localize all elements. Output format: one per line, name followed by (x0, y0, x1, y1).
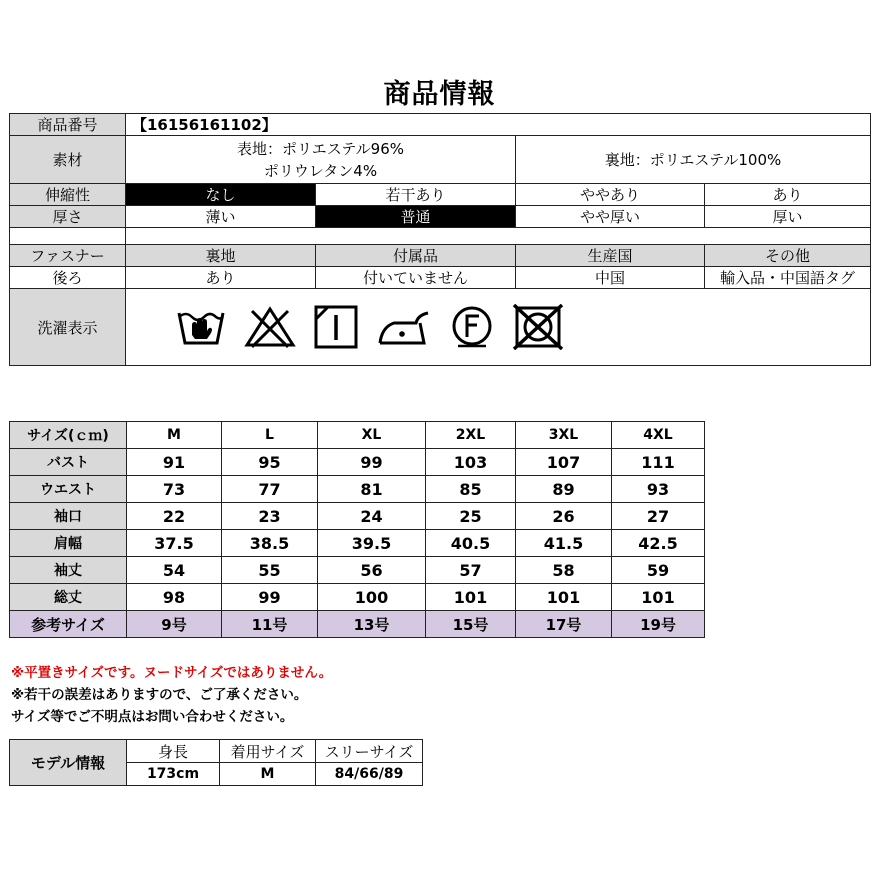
height-value: 173cm (127, 763, 220, 786)
product-no-value: 【16156161102】 (126, 114, 871, 136)
accessories-value: 付いていません (316, 267, 516, 289)
reference-size-cell: 11号 (222, 611, 318, 638)
row-label: 袖口 (10, 503, 127, 530)
wash-symbols (126, 289, 871, 366)
accessories-header: 付属品 (316, 245, 516, 267)
table-cell: 40.5 (426, 530, 516, 557)
table-cell: 42.5 (612, 530, 705, 557)
other-value: 輸入品・中国語タグ (705, 267, 871, 289)
row-label: ウエスト (10, 476, 127, 503)
table-cell: 58 (516, 557, 612, 584)
table-cell: 23 (222, 503, 318, 530)
fastener-value: 後ろ (10, 267, 126, 289)
origin-value: 中国 (516, 267, 705, 289)
note-contact: サイズ等でご不明点はお問い合わせください。 (11, 709, 294, 725)
table-row (10, 557, 705, 584)
lining-fabric: 裏地：ポリエステル100% (516, 136, 871, 184)
row-label: 総丈 (10, 584, 127, 611)
reference-size-cell: 17号 (516, 611, 612, 638)
measurements-value: 84/66/89 (316, 763, 423, 786)
fastener-label: ファスナー (10, 245, 126, 267)
table-cell: 101 (426, 584, 516, 611)
table-cell: 89 (516, 476, 612, 503)
empty-cell (10, 228, 126, 245)
table-cell: 56 (318, 557, 426, 584)
size-header-1: M (127, 422, 222, 449)
empty-cell (126, 228, 871, 245)
table-cell: 95 (222, 449, 318, 476)
table-row (10, 530, 705, 557)
table-cell: 59 (612, 557, 705, 584)
row-label: 袖丈 (10, 557, 127, 584)
product-info-table (9, 113, 871, 366)
table-cell: 55 (222, 557, 318, 584)
page-title: 商品情報 (383, 79, 496, 110)
worn-size-value: M (220, 763, 316, 786)
line-dry-icon (314, 305, 358, 349)
table-cell: 99 (318, 449, 426, 476)
table-cell: 81 (318, 476, 426, 503)
thickness-option-slightly-thick: やや厚い (516, 206, 705, 228)
table-cell: 91 (127, 449, 222, 476)
size-table (9, 421, 705, 638)
note-flat-measurement: ※平置きサイズです。ヌードサイズではありません。 (11, 665, 333, 681)
no-bleach-icon (244, 305, 296, 349)
stretch-option-slight: 若干あり (316, 184, 516, 206)
note-tolerance: ※若干の誤差はありますので、ご了承ください。 (11, 687, 308, 703)
thickness-option-thin: 薄い (126, 206, 316, 228)
model-info-table (9, 739, 423, 786)
reference-size-cell: 19号 (612, 611, 705, 638)
thickness-option-thick: 厚い (705, 206, 871, 228)
thickness-label: 厚さ (10, 206, 126, 228)
table-cell: 98 (127, 584, 222, 611)
notes (11, 662, 332, 728)
size-header-5: 3XL (516, 422, 612, 449)
stretch-option-none: なし (126, 184, 316, 206)
table-row (10, 449, 705, 476)
stretch-option-yes: あり (705, 184, 871, 206)
table-cell: 54 (127, 557, 222, 584)
row-label: 肩幅 (10, 530, 127, 557)
stretch-option-some: ややあり (516, 184, 705, 206)
table-cell: 85 (426, 476, 516, 503)
wash-label: 洗濯表示 (10, 289, 126, 366)
no-tumble-dry-icon (512, 304, 564, 350)
table-cell: 27 (612, 503, 705, 530)
table-cell: 101 (612, 584, 705, 611)
table-cell: 73 (127, 476, 222, 503)
iron-low-icon (376, 305, 432, 349)
table-row (10, 584, 705, 611)
size-header-2: L (222, 422, 318, 449)
dry-clean-f-icon (450, 305, 494, 349)
thickness-option-normal: 普通 (316, 206, 516, 228)
table-row (10, 503, 705, 530)
table-cell: 39.5 (318, 530, 426, 557)
table-row (10, 476, 705, 503)
reference-size-cell: 13号 (318, 611, 426, 638)
table-cell: 103 (426, 449, 516, 476)
reference-size-cell: 15号 (426, 611, 516, 638)
table-cell: 26 (516, 503, 612, 530)
table-cell: 37.5 (127, 530, 222, 557)
material-label: 素材 (10, 136, 126, 184)
table-cell: 38.5 (222, 530, 318, 557)
reference-size-label: 参考サイズ (10, 611, 127, 638)
size-header-label: サイズ(ｃｍ) (10, 422, 127, 449)
outer-fabric-line1: 表地：ポリエステル96% (237, 139, 404, 158)
table-cell: 77 (222, 476, 318, 503)
size-header-6: 4XL (612, 422, 705, 449)
lining-value: あり (126, 267, 316, 289)
table-cell: 111 (612, 449, 705, 476)
table-cell: 101 (516, 584, 612, 611)
measurements-header: スリーサイズ (316, 740, 423, 763)
lining-header: 裏地 (126, 245, 316, 267)
outer-fabric-line2: ポリウレタン4% (263, 161, 378, 180)
size-header-3: XL (318, 422, 426, 449)
table-cell: 24 (318, 503, 426, 530)
table-cell: 100 (318, 584, 426, 611)
table-cell: 41.5 (516, 530, 612, 557)
model-info-label: モデル情報 (10, 740, 127, 786)
table-cell: 25 (426, 503, 516, 530)
height-header: 身長 (127, 740, 220, 763)
stretch-label: 伸縮性 (10, 184, 126, 206)
table-cell: 22 (127, 503, 222, 530)
table-cell: 57 (426, 557, 516, 584)
table-cell: 107 (516, 449, 612, 476)
size-header-4: 2XL (426, 422, 516, 449)
origin-header: 生産国 (516, 245, 705, 267)
outer-fabric (126, 136, 516, 184)
reference-size-row (10, 611, 705, 638)
hand-wash-30-icon (176, 305, 226, 349)
table-cell: 99 (222, 584, 318, 611)
product-no-label: 商品番号 (10, 114, 126, 136)
other-header: その他 (705, 245, 871, 267)
table-cell: 93 (612, 476, 705, 503)
worn-size-header: 着用サイズ (220, 740, 316, 763)
row-label: バスト (10, 449, 127, 476)
reference-size-cell: 9号 (127, 611, 222, 638)
